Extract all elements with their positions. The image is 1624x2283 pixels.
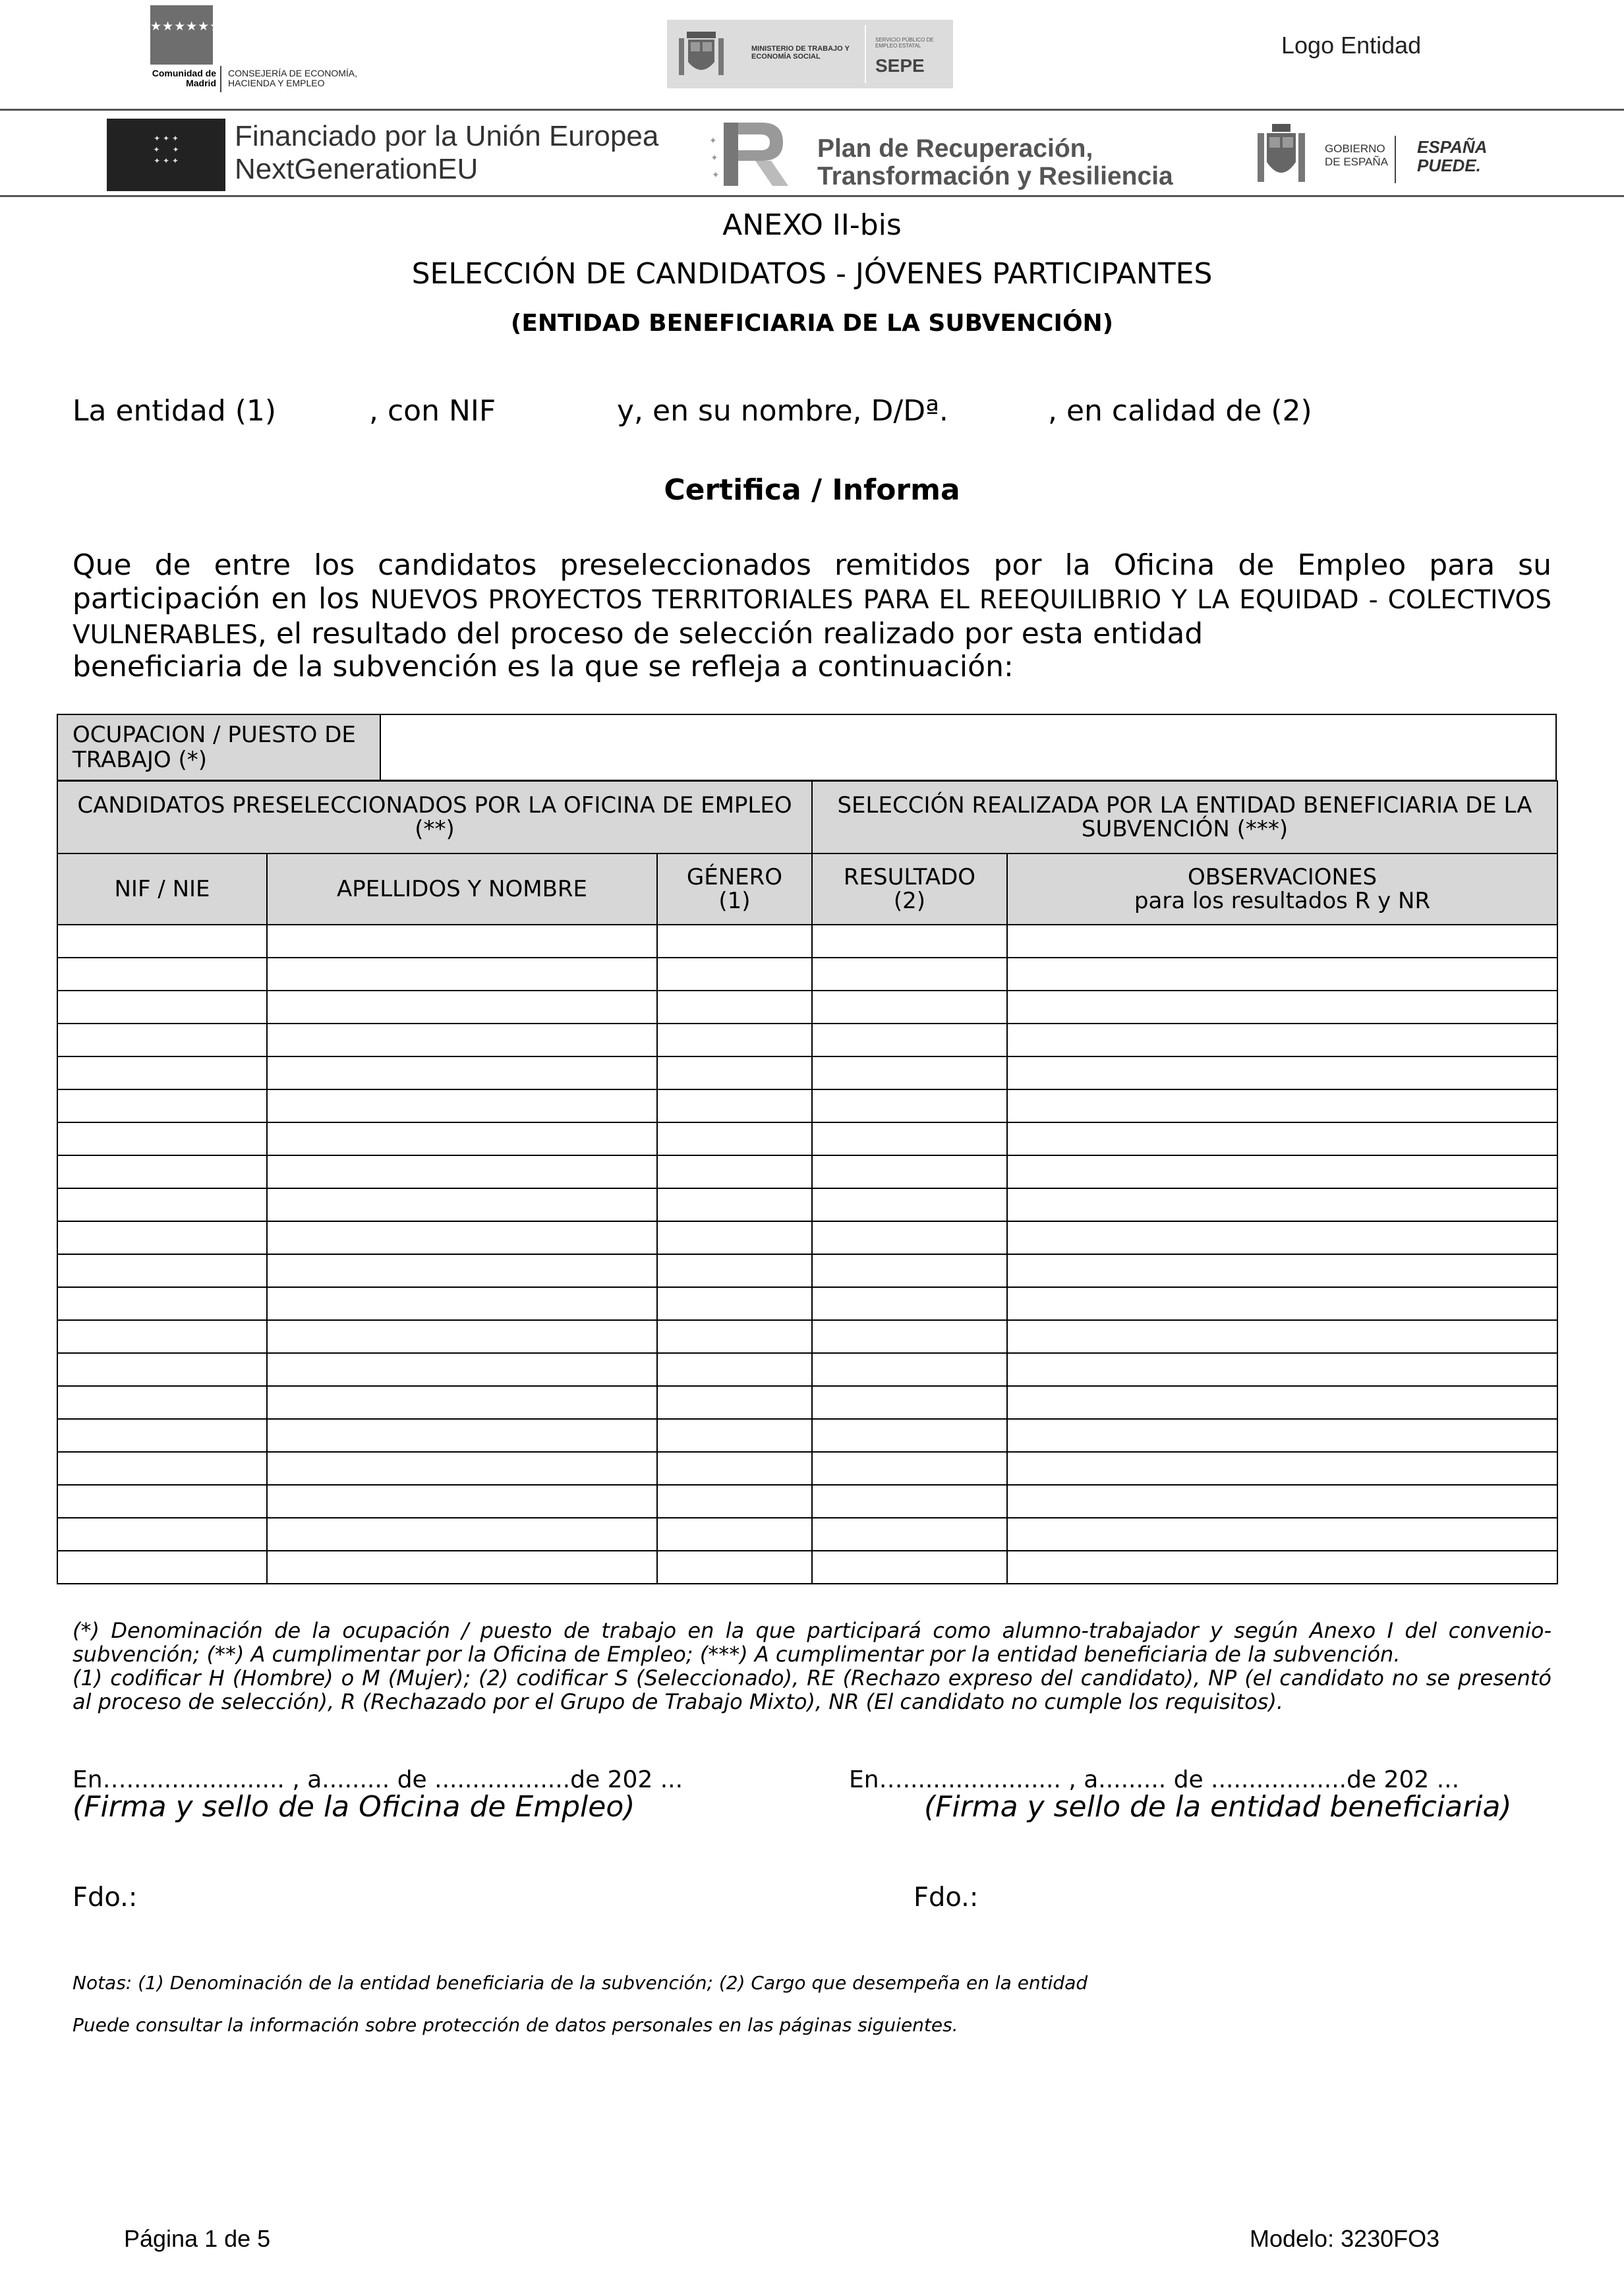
- apellidos-cell[interactable]: [267, 1254, 657, 1287]
- ministerio-divider: [865, 25, 866, 83]
- gobierno-separator: [1395, 136, 1396, 183]
- table-row: [57, 1386, 1557, 1419]
- genero-cell[interactable]: [657, 1386, 812, 1419]
- resultado-cell[interactable]: [812, 958, 1007, 991]
- observaciones-cell[interactable]: [1007, 1353, 1557, 1386]
- apellidos-cell[interactable]: [267, 1089, 657, 1122]
- nif-cell[interactable]: [57, 1155, 267, 1188]
- program-name: NUEVOS PROYECTOS TERRITORIALES PARA EL REEQUILIBRIO Y LA EQUIDAD - COLECTIVOS VULNERABLES: [72, 585, 1552, 650]
- genero-cell[interactable]: [657, 1551, 812, 1584]
- table-row: [57, 1122, 1557, 1155]
- resultado-cell[interactable]: [812, 1386, 1007, 1419]
- observaciones-cell[interactable]: [1007, 991, 1557, 1024]
- column-header-genero: GÉNERO (1): [657, 853, 812, 925]
- resultado-cell[interactable]: [812, 1024, 1007, 1056]
- table-body: [57, 925, 1557, 1584]
- resultado-cell[interactable]: [812, 1452, 1007, 1485]
- table-row: [57, 1485, 1557, 1518]
- observaciones-cell[interactable]: [1007, 1122, 1557, 1155]
- eu-flag-icon: ✦ ✦ ✦ ✦ ✦ ✦ ✦ ✦: [107, 119, 225, 191]
- apellidos-cell[interactable]: [267, 1551, 657, 1584]
- nif-cell[interactable]: [57, 925, 267, 958]
- genero-cell[interactable]: [657, 1188, 812, 1221]
- observaciones-cell[interactable]: [1007, 1221, 1557, 1254]
- note-definitions: Notas: (1) Denominación de la entidad beneficiaria de la subvención; (2) Cargo que desempeña en la entidad: [72, 1972, 1088, 1994]
- apellidos-cell[interactable]: [267, 1056, 657, 1089]
- apellidos-cell[interactable]: [267, 1188, 657, 1221]
- genero-cell[interactable]: [657, 1056, 812, 1089]
- ministerio-name: MINISTERIO DE TRABAJO Y ECONOMÍA SOCIAL: [751, 45, 850, 61]
- nif-cell[interactable]: [57, 1056, 267, 1089]
- intro-entidad: La entidad (1): [72, 394, 277, 428]
- resultado-cell[interactable]: [812, 925, 1007, 958]
- document-title: SELECCIÓN DE CANDIDATOS - JÓVENES PARTICIPANTES: [411, 257, 1213, 291]
- document-subtitle: (ENTIDAD BENEFICIARIA DE LA SUBVENCIÓN): [510, 310, 1114, 337]
- table-row: [57, 1221, 1557, 1254]
- nif-cell[interactable]: [57, 1518, 267, 1551]
- observaciones-cell[interactable]: [1007, 1419, 1557, 1452]
- table-row: [57, 991, 1557, 1024]
- nif-cell[interactable]: [57, 1122, 267, 1155]
- annex-title: ANEXO II-bis: [722, 208, 902, 242]
- model-number: Modelo: 3230FO3: [1250, 2225, 1440, 2252]
- observaciones-cell[interactable]: [1007, 1287, 1557, 1320]
- genero-cell[interactable]: [657, 1353, 812, 1386]
- genero-cell[interactable]: [657, 925, 812, 958]
- ocupacion-label: OCUPACION / PUESTO DE TRABAJO (*): [57, 714, 380, 780]
- genero-cell[interactable]: [657, 1221, 812, 1254]
- table-row: [57, 1452, 1557, 1485]
- observaciones-cell[interactable]: [1007, 958, 1557, 991]
- table-row: [57, 1056, 1557, 1089]
- table-row: [57, 1287, 1557, 1320]
- genero-cell[interactable]: [657, 1122, 812, 1155]
- comunidad-department: CONSEJERÍA DE ECONOMÍA, HACIENDA Y EMPLEO: [228, 68, 358, 88]
- fdo-oficina: Fdo.:: [72, 1882, 138, 1913]
- resultado-cell[interactable]: [812, 1188, 1007, 1221]
- observaciones-cell[interactable]: [1007, 1254, 1557, 1287]
- observaciones-cell[interactable]: [1007, 1320, 1557, 1353]
- genero-cell[interactable]: [657, 1287, 812, 1320]
- genero-cell[interactable]: [657, 1254, 812, 1287]
- genero-cell[interactable]: [657, 1485, 812, 1518]
- column-header-apellidos: APELLIDOS Y NOMBRE: [267, 853, 657, 925]
- eu-funding-line2: NextGenerationEU: [235, 153, 478, 185]
- comunidad-separator: [220, 66, 221, 92]
- intro-nif: , con NIF: [369, 394, 496, 428]
- genero-cell[interactable]: [657, 1452, 812, 1485]
- nif-cell[interactable]: [57, 1386, 267, 1419]
- gobierno-name: GOBIERNO DE ESPAÑA: [1325, 142, 1389, 168]
- observaciones-cell[interactable]: [1007, 1518, 1557, 1551]
- signature-label-oficina: (Firma y sello de la Oficina de Empleo): [72, 1790, 635, 1824]
- signature-label-entidad: (Firma y sello de la entidad beneficiaria): [924, 1790, 1512, 1824]
- table-row: [57, 1155, 1557, 1188]
- observaciones-cell[interactable]: [1007, 1452, 1557, 1485]
- group-header-oficina: CANDIDATOS PRESELECCIONADOS POR LA OFICINA DE EMPLEO (**): [57, 781, 812, 853]
- comunidad-name: Comunidad de Madrid: [152, 68, 216, 88]
- nif-cell[interactable]: [57, 1188, 267, 1221]
- nif-cell[interactable]: [57, 1419, 267, 1452]
- table-row: [57, 1551, 1557, 1584]
- group-header-entidad: SELECCIÓN REALIZADA POR LA ENTIDAD BENEFICIARIA DE LA SUBVENCIÓN (***): [812, 781, 1557, 853]
- nif-cell[interactable]: [57, 1254, 267, 1287]
- nif-cell[interactable]: [57, 1089, 267, 1122]
- resultado-cell[interactable]: [812, 1320, 1007, 1353]
- fdo-entidad: Fdo.:: [914, 1882, 979, 1913]
- resultado-cell[interactable]: [812, 1518, 1007, 1551]
- table-row: [57, 1353, 1557, 1386]
- ministerio-sepe-logo: [667, 20, 953, 88]
- apellidos-cell[interactable]: [267, 1287, 657, 1320]
- genero-cell[interactable]: [657, 991, 812, 1024]
- apellidos-cell[interactable]: [267, 1386, 657, 1419]
- resultado-cell[interactable]: [812, 1089, 1007, 1122]
- observaciones-cell[interactable]: [1007, 925, 1557, 958]
- apellidos-cell[interactable]: [267, 1122, 657, 1155]
- table-footnotes: [72, 1619, 1552, 1714]
- genero-cell[interactable]: [657, 958, 812, 991]
- table-row: [57, 1254, 1557, 1287]
- candidates-table: [57, 780, 1558, 1584]
- table-row: [57, 1419, 1557, 1452]
- footnote-2: (1) codificar H (Hombre) o M (Mujer); (2) codificar S (Seleccionado), RE (Rechazo expreso del candidato), NP (el candidato no se presentó al proceso de selección), R (Rechazado por el Grupo de Trabajo Mixto), NR (El candidato no cumple los requisitos).: [72, 1665, 1552, 1714]
- gobierno-coat-of-arms-icon: [1255, 121, 1308, 187]
- nif-cell[interactable]: [57, 1551, 267, 1584]
- ocupacion-input[interactable]: [380, 714, 1556, 780]
- nif-cell[interactable]: [57, 958, 267, 991]
- header-rule-bottom: [0, 195, 1624, 197]
- apellidos-cell[interactable]: [267, 1452, 657, 1485]
- table-row: [57, 1188, 1557, 1221]
- table-row: [57, 1518, 1557, 1551]
- nif-cell[interactable]: [57, 1221, 267, 1254]
- espana-puede-line1: ESPAÑA: [1417, 137, 1488, 157]
- genero-cell[interactable]: [657, 1024, 812, 1056]
- apellidos-cell[interactable]: [267, 991, 657, 1024]
- certifica-heading: Certifica / Informa: [664, 473, 960, 507]
- prtr-line2: Transformación y Resiliencia: [817, 162, 1173, 190]
- svg-text:✦: ✦: [709, 136, 717, 146]
- header-rule-top: [0, 109, 1624, 111]
- certification-paragraph-end: beneficiaria de la subvención es la que se refleja a continuación:: [72, 650, 1014, 683]
- apellidos-cell[interactable]: [267, 1221, 657, 1254]
- table-row: [57, 958, 1557, 991]
- genero-cell[interactable]: [657, 1155, 812, 1188]
- espana-puede-line2: PUEDE.: [1417, 156, 1481, 175]
- svg-text:✦: ✦: [712, 170, 720, 181]
- footnote-1: (*) Denominación de la ocupación / puesto de trabajo en la que participará como alumno-trabajador y según Anexo I del convenio-subvención; (**) A cumplimentar por la Oficina de Empleo; (***) A cumplimentar por la entidad beneficiaria de la subvención.: [72, 1618, 1552, 1667]
- observaciones-cell[interactable]: [1007, 1155, 1557, 1188]
- observaciones-cell[interactable]: [1007, 1024, 1557, 1056]
- resultado-cell[interactable]: [812, 1485, 1007, 1518]
- apellidos-cell[interactable]: [267, 1155, 657, 1188]
- table-row: [57, 1320, 1557, 1353]
- observaciones-cell[interactable]: [1007, 1386, 1557, 1419]
- intro-calidad: , en calidad de (2): [1048, 394, 1312, 428]
- nif-cell[interactable]: [57, 1485, 267, 1518]
- signature-place-date-oficina: En…..................... , a......... de ..................de 202 ...: [72, 1766, 683, 1793]
- prtr-r-icon: [709, 117, 795, 191]
- genero-cell[interactable]: [657, 1089, 812, 1122]
- signature-place-date-entidad: En…..................... , a......... de ..................de 202 ...: [849, 1766, 1460, 1793]
- nif-cell[interactable]: [57, 991, 267, 1024]
- apellidos-cell[interactable]: [267, 1320, 657, 1353]
- table-row: [57, 925, 1557, 958]
- nif-cell[interactable]: [57, 1353, 267, 1386]
- note-data-protection: Puede consultar la información sobre protección de datos personales en las páginas siguientes.: [72, 2014, 958, 2036]
- genero-cell[interactable]: [657, 1320, 812, 1353]
- genero-cell[interactable]: [657, 1518, 812, 1551]
- sepe-acronym: SEPE: [875, 55, 925, 76]
- observaciones-cell[interactable]: [1007, 1188, 1557, 1221]
- sepe-full-name: SERVICIO PÚBLICO DE EMPLEO ESTATAL: [875, 37, 934, 49]
- comunidad-madrid-logo: [150, 5, 234, 65]
- apellidos-cell[interactable]: [267, 1024, 657, 1056]
- observaciones-cell[interactable]: [1007, 1551, 1557, 1584]
- svg-text:✦: ✦: [710, 153, 718, 163]
- resultado-cell[interactable]: [812, 1287, 1007, 1320]
- column-header-resultado: RESULTADO (2): [812, 853, 1007, 925]
- resultado-cell[interactable]: [812, 1353, 1007, 1386]
- observaciones-cell[interactable]: [1007, 1089, 1557, 1122]
- ocupacion-table: [57, 714, 1557, 781]
- apellidos-cell[interactable]: [267, 1518, 657, 1551]
- resultado-cell[interactable]: [812, 1221, 1007, 1254]
- comunidad-stars: ★★★★★★★: [150, 19, 234, 34]
- nif-cell[interactable]: [57, 1452, 267, 1485]
- resultado-cell[interactable]: [812, 1419, 1007, 1452]
- prtr-line1: Plan de Recuperación,: [817, 134, 1093, 163]
- observaciones-cell[interactable]: [1007, 1485, 1557, 1518]
- nif-cell[interactable]: [57, 1287, 267, 1320]
- apellidos-cell[interactable]: [267, 958, 657, 991]
- nif-cell[interactable]: [57, 1320, 267, 1353]
- column-header-nif: NIF / NIE: [57, 853, 267, 925]
- apellidos-cell[interactable]: [267, 1353, 657, 1386]
- table-row: [57, 1024, 1557, 1056]
- resultado-cell[interactable]: [812, 1155, 1007, 1188]
- resultado-cell[interactable]: [812, 1122, 1007, 1155]
- column-header-observaciones: OBSERVACIONES para los resultados R y NR: [1007, 853, 1557, 925]
- observaciones-cell[interactable]: [1007, 1056, 1557, 1089]
- apellidos-cell[interactable]: [267, 1485, 657, 1518]
- logo-entidad-placeholder: Logo Entidad: [1281, 32, 1422, 59]
- apellidos-cell[interactable]: [267, 1419, 657, 1452]
- apellidos-cell[interactable]: [267, 925, 657, 958]
- resultado-cell[interactable]: [812, 1254, 1007, 1287]
- nif-cell[interactable]: [57, 1024, 267, 1056]
- intro-representante: y, en su nombre, D/Dª.: [617, 394, 948, 428]
- genero-cell[interactable]: [657, 1419, 812, 1452]
- page-number: Página 1 de 5: [124, 2225, 271, 2252]
- resultado-cell[interactable]: [812, 991, 1007, 1024]
- table-row: [57, 1089, 1557, 1122]
- eu-funding-line1: Financiado por la Unión Europea: [235, 120, 659, 152]
- resultado-cell[interactable]: [812, 1551, 1007, 1584]
- resultado-cell[interactable]: [812, 1056, 1007, 1089]
- certification-paragraph: Que de entre los candidatos preseleccionados remitidos por la Oficina de Empleo para su participación en los NUEVOS PROYECTOS TERRITORIALES PARA EL REEQUILIBRIO Y LA EQUIDAD - COLECTIVOS VULNERABLES, el resultado del proceso de selección realizado por esta entidad: [72, 548, 1552, 650]
- coat-of-arms-icon: [675, 28, 728, 80]
